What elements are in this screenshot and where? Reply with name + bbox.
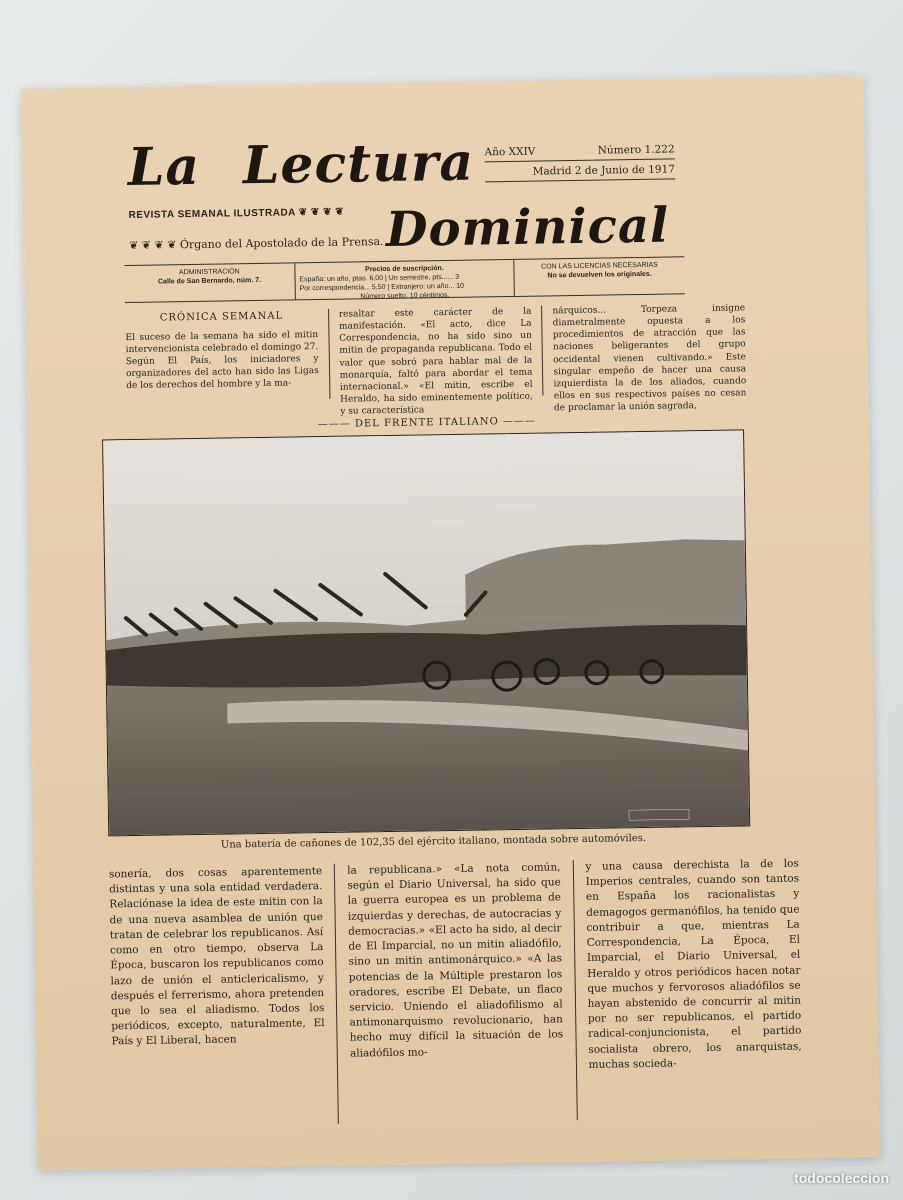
- prices-line: España: un año, ptas. 6,00 | Un semestre, pts...... 3: [299, 273, 460, 284]
- top-column-1: [125, 309, 319, 402]
- issue-info: [485, 143, 676, 182]
- prices-line: Número suelto, 10 céntimos.: [360, 292, 450, 301]
- top-columns: [125, 302, 747, 417]
- column-divider: [334, 864, 339, 1124]
- organ-line: ❦ ❦ ❦ ❦ Órgano del Apostolado de la Prensa.: [128, 235, 384, 253]
- photo-caption: Una batería de cañones de 102,35 del ejército italiano, montada sobre automóviles.: [220, 832, 647, 851]
- licenses-cell: [514, 257, 684, 296]
- licenses-label: CON LAS LICENCIAS NECESARIAS: [541, 261, 658, 271]
- column-divider: [541, 306, 543, 396]
- subtitle: REVISTA SEMANAL ILUSTRADA ❦ ❦ ❦ ❦: [128, 206, 345, 222]
- bottom-column-3: y una causa derechista la de los Imperios centrales, cuando son tantos en España los racionalistas y demagogos germanófilos, ha tenido que contribuir a que, mientras La Correspondencia, La Época, El Imparcial, el Diario Universal, el Heraldo y otros periódicos hacen notar que muchos y fervorosos aliadófilos se hayan abstenido de concurrir al mitin por no ser republicanos, el partido radical-conjuncionista, el partido socialista obrero, los anarquistas, muchas socieda-: [585, 857, 802, 1071]
- issue-year: Año XXIV: [484, 145, 536, 159]
- admin-address: Calle de San Bernardo, núm. 7.: [157, 277, 262, 286]
- column-divider: [572, 860, 577, 1120]
- bottom-column-2: la republicana.» «La nota común, según el Diario Universal, ha sido que la guerra europea es un problema de izquierdas y derechas, de autocracias y democracias.» «El acto ha sido, al decir de El Imparcial, no un mitin aliadófilo, sino un mitin antimonárquico.» «A las potencias de la Múltiple prestaron los oradores, escribe El Debate, un flaco servicio. Uniendo el aliadofilismo al antimonarquismo revolucionario, han hecho muy difícil la situación de los aliadófilos mo-: [347, 861, 564, 1060]
- licenses-text: No se devuelven los originales.: [547, 270, 652, 280]
- issue-number: Número 1.222: [597, 143, 675, 157]
- prices-line: Por correspondencia... 5,50 | Extranjero: un año... 10: [299, 282, 465, 293]
- bottom-columns: [109, 857, 803, 1128]
- title-la: La: [127, 135, 201, 199]
- artillery-photo: [102, 429, 750, 836]
- title-lectura: Lectura: [242, 131, 475, 197]
- section-heading: CRÓNICA SEMANAL: [159, 310, 284, 324]
- prices-cell: [295, 260, 515, 299]
- issue-date: Madrid 2 de Junio de 1917: [485, 159, 675, 182]
- newspaper-page: [22, 75, 881, 1170]
- column-text: El suceso de la semana ha sido el mitin intervencionista celebrado el domingo 27. Según El País, los iniciadores y organizadores del acto han sido las Ligas de los derechos del hombre y la ma-: [125, 329, 319, 392]
- top-column-2: resaltar este carácter de la manifestación. «El acto, dice La Correspondencia, no ha sido sino un mitin de propaganda republicana. Todo el valor que sobró para hablar mal de la monarquía, faltó para abordar el tema internacional.» «El mitin, escribe el Heraldo, ha sido eminentemente político, y su característica: [338, 306, 533, 417]
- watermark: todocoleccion: [794, 1170, 889, 1186]
- photo-section-heading: ——— DEL FRENTE ITALIANO ———: [317, 415, 537, 431]
- column-divider: [328, 309, 330, 399]
- admin-label: ADMINISTRACIÓN: [178, 268, 240, 277]
- top-column-3: nárquicos... Torpeza insigne diametralmente opuesta a los procedimientos de atracción que las naciones beligerantes del grupo occidental vienen cultivando.» Este singular empeño de hacer una causa izquierdista la de los aliados, cuando ellos en sus respectivos países no cesan de proclamar la unión sagrada,: [552, 303, 747, 414]
- prices-label: Precios de suscripción.: [365, 265, 444, 274]
- bottom-column-1: sonería, dos cosas aparentemente distintas y una sola entidad verdadera. Relaciónase la idea de este mitin con la de una nueva asamblea de unión que tratan de celebrar los republicanos. Así como en otro tiempo, observa La Época, buscaron los republicanos como lazo de unión el anticlericalismo, y después el ferrerismo, ahora pretenden que lo sea el aliadismo. Todos los periódicos, excepto, naturalmente, El País y El Liberal, hacen: [108, 865, 325, 1048]
- admin-cell: [124, 263, 295, 302]
- title-dominical: Dominical: [385, 197, 670, 258]
